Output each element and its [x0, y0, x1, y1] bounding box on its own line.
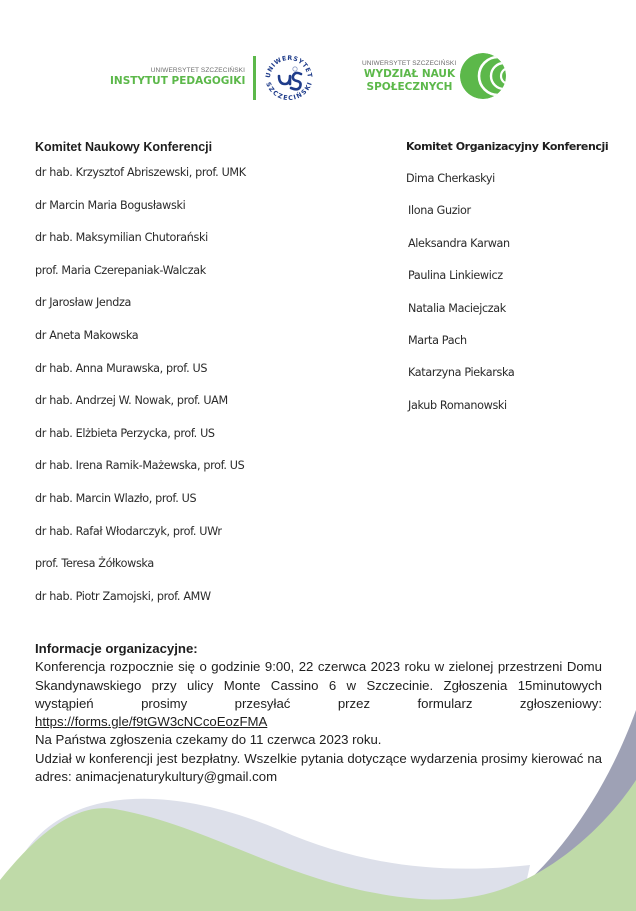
committee-member: dr hab. Irena Ramik-Mażewska, prof. US [35, 459, 245, 473]
organizing-committee-list [406, 170, 626, 429]
seal-bottom-text: SZCZECIŃSKI [264, 81, 314, 103]
seal-monogram-s [291, 73, 301, 89]
committee-member: Dima Cherkaskyi [406, 172, 495, 185]
seal-monogram-u [279, 76, 290, 84]
seal-top-text: UNIWERSYTET [264, 54, 314, 79]
committee-member: dr hab. Andrzej W. Nowak, prof. UAM [35, 394, 228, 408]
logo-faculty-social-sciences [362, 59, 457, 94]
info-paragraph-contact: Udział w konferencji jest bezpłatny. Wszelkie pytania dotyczące wydarzenia prosimy kierować na adres: animacjenaturykultury@gmail.com [35, 750, 602, 785]
organizing-committee [406, 138, 626, 429]
committee-member: prof. Maria Czerepaniak-Walczak [35, 263, 206, 277]
logo-faculty-name-line1: WYDZIAŁ NAUK [363, 68, 456, 80]
committee-member: Aleksandra Karwan [408, 236, 510, 250]
scientific-committee-list [35, 164, 365, 620]
committee-member: prof. Teresa Żółkowska [35, 557, 154, 571]
info-title: Informacje organizacyjne: [35, 641, 198, 656]
logo-institute-pedagogy [110, 66, 245, 88]
faculty-wave-mark-icon [458, 51, 508, 101]
header-logos [0, 0, 636, 120]
committee-member: dr Aneta Makowska [35, 328, 139, 342]
logo-divider [253, 56, 256, 100]
logo-institute-university: UNIWERSYTET SZCZECIŃSKI [150, 67, 245, 74]
committee-member: Paulina Linkiewicz [408, 269, 503, 283]
committee-member: dr hab. Krzysztof Abriszewski, prof. UMK [35, 166, 246, 179]
scientific-committee-heading: Komitet Naukowy Konferencji [35, 140, 213, 154]
committee-member: dr hab. Piotr Zamojski, prof. AMW [35, 589, 211, 603]
logo-faculty-name-line2: SPOŁECZNYCH [366, 81, 453, 93]
committee-member: Ilona Guzior [408, 204, 471, 218]
committee-member: Jakub Romanowski [408, 398, 507, 412]
committee-member: Natalia Maciejczak [408, 301, 506, 315]
scientific-committee [35, 138, 365, 620]
decorative-waves [0, 680, 636, 911]
info-venue-text: Konferencja rozpocznie się o godzinie 9:00, 22 czerwca 2023 roku w zielonej przestrzeni Domu Skandynawskiego przy ulicy Monte Cassino 6 w Szczecinie. Zgłoszenia 15minutowych wystąpień prosimy przesyłać przez formularz zgłoszeniowy: [35, 659, 602, 711]
committee-member: dr hab. Anna Murawska, prof. US [35, 361, 208, 375]
info-paragraph-deadline: Na Państwa zgłoszenia czekamy do 11 czerwca 2023 roku. [35, 732, 382, 748]
committee-member: Katarzyna Piekarska [408, 366, 515, 380]
organizing-committee-heading: Komitet Organizacyjny Konferencji [406, 140, 609, 153]
committee-member: dr hab. Rafał Włodarczyk, prof. UWr [35, 524, 222, 538]
seal-ornament [293, 67, 297, 71]
registration-form-link[interactable]: https://forms.gle/f9tGW3cNCcoEozFMA [35, 714, 268, 730]
committee-member: dr Marcin Maria Bogusławski [35, 198, 186, 212]
university-seal-icon [262, 52, 316, 104]
committee-member: dr hab. Elżbieta Perzycka, prof. US [35, 426, 215, 440]
logo-institute-name: INSTYTUT PEDAGOGIKI [110, 75, 246, 87]
logo-faculty-university: UNIWERSYTET SZCZECIŃSKI [362, 60, 457, 67]
committee-member: dr Jarosław Jendza [35, 296, 131, 310]
committee-member: Marta Pach [408, 333, 467, 347]
committee-member: dr hab. Maksymilian Chutorański [35, 231, 208, 245]
committee-member: dr hab. Marcin Wlazło, prof. US [35, 491, 197, 505]
